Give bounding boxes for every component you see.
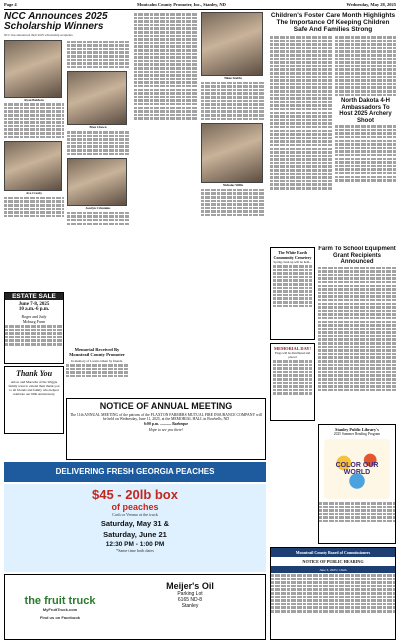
memorial-day-body: Flags will be distributed and placed	[274, 351, 311, 359]
thank-you-ad	[4, 366, 64, 434]
paper-name: Montcalm County Promoter, Inc., Stanley, ND	[137, 2, 226, 7]
peach-date-2: Saturday, June 21	[103, 530, 167, 539]
scholarship-continued	[134, 12, 266, 342]
facebook-label: Find us on Facebook	[39, 614, 80, 620]
foster-care-article	[270, 12, 396, 244]
store-city: Stanley	[181, 603, 199, 609]
photo-willis	[201, 123, 263, 183]
caption-crimmins: Jocelyn Crimmins	[85, 206, 111, 211]
photo-chown	[67, 71, 127, 125]
fruit-truck-ad	[4, 574, 266, 640]
peach-price: $45 - 20lb box	[92, 487, 178, 502]
estate-sale-title: ESTATE SALE	[5, 293, 63, 300]
peach-time: 12:30 PM - 1:00 PM	[105, 541, 165, 548]
library-top: Stanley Public Library's	[335, 427, 379, 432]
hearing-date: June 3, 2025 | 10am	[271, 566, 395, 573]
caption-stubbs: Tikue Stubbs	[223, 76, 243, 80]
memorial-title: Memorial Received By Mountrail County Promoter	[69, 347, 125, 357]
annual-meeting-notice	[66, 398, 266, 460]
store-lot: Parking Lot	[177, 591, 203, 597]
memorial-notice	[66, 347, 128, 395]
memorial-day-title: MEMORIAL DAY!	[273, 346, 312, 351]
page-number: Page 4	[4, 2, 17, 7]
caption-crosby: Ava Crosby	[26, 191, 42, 196]
peaches-banner: DELIVERING FRESH GEORGIA PEACHES	[4, 462, 266, 482]
thank-you-title: Thank You	[15, 369, 53, 378]
memorial-body: In memory of Loretta Olsen by friends.	[71, 359, 123, 363]
archery-headline: North Dakota 4-H Ambassadors To Host 2025 Archery Shoot	[339, 98, 392, 124]
peach-date-1: Saturday, May 31 &	[100, 519, 170, 528]
farm-to-school-headline: Farm To School Equipment Grant Recipients Announced	[318, 246, 396, 265]
notice-body: The 11th ANNUAL MEETING of the patrons of the FLAXTON FARMERS MUTUAL FIRE INSURANCE COMPANY will be held on Wednesday, June 11, 2025, at the MEMORIAL HALL in Bowbells, ND	[70, 412, 262, 421]
photo-stubbs	[201, 12, 263, 76]
farm-to-school-article	[318, 246, 396, 422]
notice-title: NOTICE OF ANNUAL MEETING	[99, 401, 233, 411]
photo-crimmins	[67, 158, 127, 206]
caption-baldwin: Ryan Baldwin	[24, 97, 44, 102]
notice-footer: Hope to see you there!	[148, 427, 184, 432]
scholarship-headline: NCC Announces 2025 Scholarship Winners	[4, 12, 108, 32]
fruit-truck-logo: the fruit truck	[24, 594, 96, 607]
peaches-ad	[4, 484, 266, 572]
photo-baldwin	[4, 40, 62, 98]
peach-payment: Cash or Venmo at the truck	[112, 512, 158, 517]
scholarship-intro: NCC has announced their 2025 scholarship recipients.	[4, 33, 74, 37]
caption-willis: Nicholas Willis	[222, 183, 244, 188]
hearing-title: NOTICE OF PUBLIC HEARING	[302, 559, 364, 564]
color-our-world-art: COLOR OUR WORLD	[324, 439, 390, 499]
library-ad	[318, 424, 396, 544]
issue-date: Wednesday, May 28, 2025	[346, 2, 396, 7]
estate-sale-time: 10 a.m.-6 p.m.	[18, 307, 50, 312]
public-hearing-notice	[270, 547, 396, 640]
notice-time: 6:00 p.m. ............ Barbeque	[143, 422, 189, 426]
memorial-day-notice	[270, 343, 315, 421]
photo-crosby	[4, 141, 62, 191]
estate-sale-location: Moburg Farm	[22, 319, 46, 324]
white-earth-notice	[270, 247, 315, 340]
peach-sub: of peaches	[111, 502, 159, 512]
board-head: Mountrail County Board of Commissioners	[271, 548, 395, 557]
scholarship-article	[4, 12, 130, 290]
page-header	[4, 2, 396, 10]
caption-chown: Brea Chown	[89, 125, 107, 130]
estate-sale-names: Roger and Judy	[21, 314, 47, 319]
foster-care-headline: Children's Foster Care Month Highlights The Importance Of Keeping Children Safe And Families Strong	[270, 12, 396, 33]
estate-sale-ad	[4, 292, 64, 364]
store-name: Meijer's Oil	[166, 581, 214, 591]
fruit-truck-url: MyFruitTruck.com	[42, 606, 78, 612]
peach-tag: *Same time both dates	[115, 548, 155, 553]
thank-you-body: Arlow and Marcella of the Wiggle family want to extend their thank you to all friends and family who helped celebrate our 60th Anniversary.	[8, 380, 60, 396]
store-address: 6165 ND-8	[177, 597, 203, 603]
white-earth-title: The White Earth Community Cemetery	[273, 250, 312, 260]
library-program: 2025 Summer Reading Program	[333, 432, 381, 436]
white-earth-body: Spring clean up will be held...	[273, 260, 312, 264]
estate-sale-dates: June 7-8, 2025	[18, 302, 50, 307]
